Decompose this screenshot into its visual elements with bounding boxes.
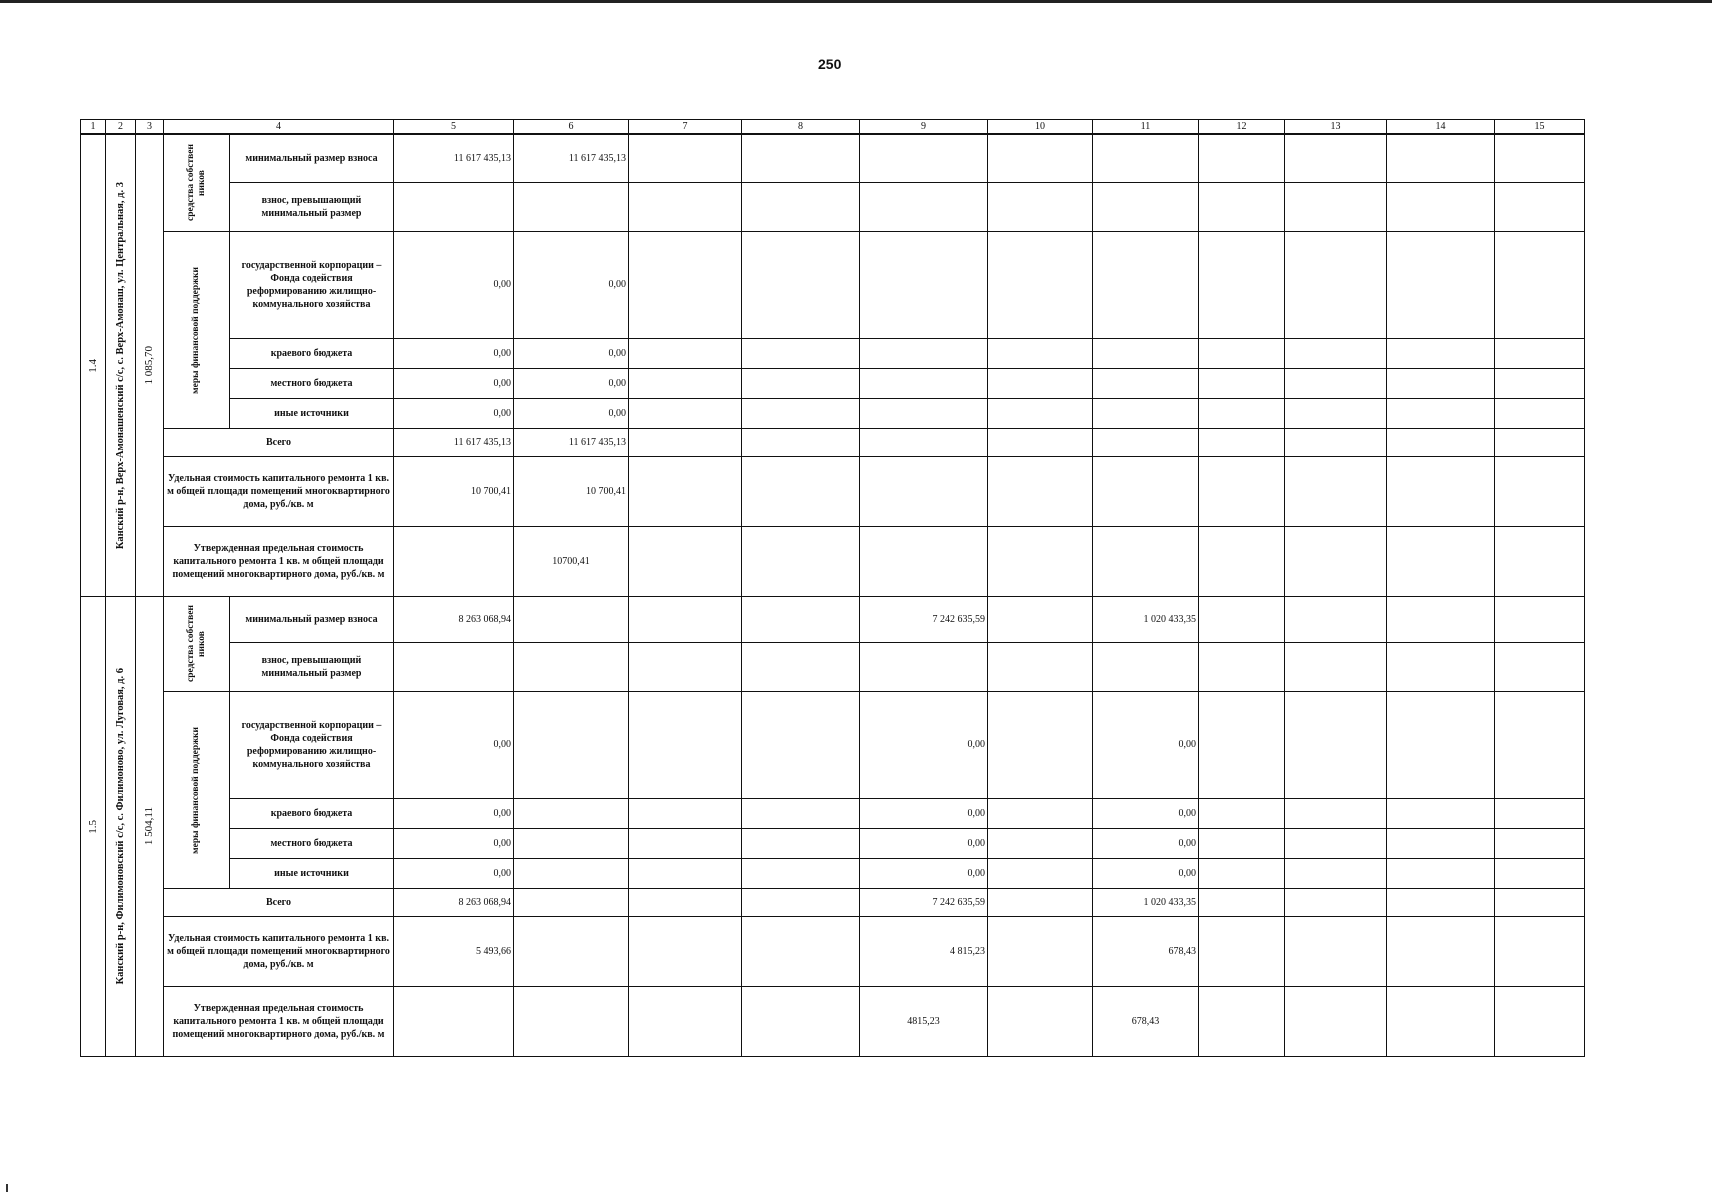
- row-label: государственной корпорации – Фонда содействия реформированию жилищно-коммунального хозяйства: [230, 692, 394, 799]
- owners-funds-label: средства собствен ников: [185, 605, 207, 683]
- approved-cost-label: Утвержденная предельная стоимость капитального ремонта 1 кв. м общей площади помещений многоквартирного дома, руб./кв. м: [164, 987, 394, 1057]
- column-number-row: [81, 120, 1585, 135]
- cell-c11: 678,43: [1093, 987, 1199, 1057]
- area-cell: [136, 134, 164, 597]
- table-row: [81, 232, 1585, 339]
- cell-c11: 0,00: [1093, 828, 1199, 858]
- col-header: 3: [136, 120, 164, 135]
- cell-c11: 1 020 433,35: [1093, 889, 1199, 917]
- cell-c5: 5 493,66: [394, 917, 514, 987]
- cell-c9: 7 242 635,59: [860, 597, 988, 643]
- cell-c9: [860, 134, 988, 183]
- section-number: 1.5: [86, 819, 99, 834]
- cell-c5: 0,00: [394, 692, 514, 799]
- section-number: 1.4: [86, 358, 99, 373]
- row-label: краевого бюджета: [230, 798, 394, 828]
- cell-c9: [860, 232, 988, 339]
- table-row: [81, 987, 1585, 1057]
- table-row: [81, 798, 1585, 828]
- col-header: 11: [1093, 120, 1199, 135]
- cell-c6: 0,00: [514, 232, 629, 339]
- cell-c9: 4 815,23: [860, 917, 988, 987]
- table-row: [81, 858, 1585, 888]
- cell-c11: [1093, 183, 1199, 232]
- support-measures-group: [164, 692, 230, 889]
- cell-c9: [860, 338, 988, 368]
- col-header: 13: [1285, 120, 1387, 135]
- cell-c6: [514, 987, 629, 1057]
- table-row: [81, 597, 1585, 643]
- owners-funds-group: [164, 134, 230, 232]
- cell-c11: [1093, 457, 1199, 527]
- table-row: [81, 398, 1585, 428]
- col-header: 4: [164, 120, 394, 135]
- cell-c9: 7 242 635,59: [860, 889, 988, 917]
- scan-mark: [6, 1184, 8, 1192]
- cell-c6: [514, 643, 629, 692]
- cell-c9: 0,00: [860, 828, 988, 858]
- cell-c6: [514, 798, 629, 828]
- col-header: 1: [81, 120, 106, 135]
- col-header: 9: [860, 120, 988, 135]
- unit-cost-label: Удельная стоимость капитального ремонта 1 кв. м общей площади помещений многоквартирного дома, руб./кв. м: [164, 917, 394, 987]
- col-header: 14: [1387, 120, 1495, 135]
- cell-c9: [860, 183, 988, 232]
- table-row: [81, 338, 1585, 368]
- cell-c5: 8 263 068,94: [394, 597, 514, 643]
- cell-c6: 10700,41: [514, 527, 629, 597]
- cell-c6: [514, 692, 629, 799]
- cell-c5: 0,00: [394, 338, 514, 368]
- table-row: [81, 917, 1585, 987]
- row-label: местного бюджета: [230, 828, 394, 858]
- section-number-cell: [81, 597, 106, 1057]
- table-row: [81, 889, 1585, 917]
- row-label: минимальный размер взноса: [230, 134, 394, 183]
- cell-c5: 0,00: [394, 798, 514, 828]
- support-measures-label: меры финансовой поддержки: [191, 726, 201, 854]
- address-cell: [106, 597, 136, 1057]
- cell-c11: 0,00: [1093, 692, 1199, 799]
- cell-c5: [394, 183, 514, 232]
- cell-c5: 10 700,41: [394, 457, 514, 527]
- cell-c9: 0,00: [860, 858, 988, 888]
- cell-c9: 4815,23: [860, 987, 988, 1057]
- table-row: [81, 134, 1585, 183]
- cell-c11: [1093, 527, 1199, 597]
- cell-c11: 0,00: [1093, 858, 1199, 888]
- cell-c6: [514, 828, 629, 858]
- table-row: [81, 527, 1585, 597]
- table-row: [81, 643, 1585, 692]
- area-cell: [136, 597, 164, 1057]
- cell-c5: 0,00: [394, 828, 514, 858]
- address: Канский р-н, Верх-Амонашенский с/с, с. Верх-Амонаш, ул. Центральная, д. 3: [115, 181, 126, 550]
- cell-c9: [860, 429, 988, 457]
- approved-cost-label: Утвержденная предельная стоимость капитального ремонта 1 кв. м общей площади помещений многоквартирного дома, руб./кв. м: [164, 527, 394, 597]
- cell-c6: [514, 597, 629, 643]
- cell-c5: [394, 527, 514, 597]
- cell-c5: 0,00: [394, 368, 514, 398]
- cell-c9: [860, 527, 988, 597]
- col-header: 5: [394, 120, 514, 135]
- cell-c11: [1093, 134, 1199, 183]
- owners-funds-label: средства собствен ников: [185, 144, 207, 222]
- cell-c11: 678,43: [1093, 917, 1199, 987]
- support-measures-group: [164, 232, 230, 429]
- cell-c6: 11 617 435,13: [514, 429, 629, 457]
- cell-c5: 0,00: [394, 398, 514, 428]
- address-cell: [106, 134, 136, 597]
- cell-c5: [394, 643, 514, 692]
- cell-c5: 8 263 068,94: [394, 889, 514, 917]
- col-header: 7: [629, 120, 742, 135]
- cell-c6: 10 700,41: [514, 457, 629, 527]
- col-header: 6: [514, 120, 629, 135]
- cell-c11: [1093, 368, 1199, 398]
- address: Канский р-н, Филимоновский с/с, с. Филимоново, ул. Луговая, д. 6: [115, 668, 126, 985]
- cell-c5: 0,00: [394, 232, 514, 339]
- cell-c5: 11 617 435,13: [394, 134, 514, 183]
- row-label: иные источники: [230, 858, 394, 888]
- cell-c6: 0,00: [514, 398, 629, 428]
- table-row: [81, 457, 1585, 527]
- support-measures-label: меры финансовой поддержки: [191, 266, 201, 394]
- total-label: Всего: [164, 889, 394, 917]
- row-label: взнос, превышающий минимальный размер: [230, 643, 394, 692]
- cell-c6: [514, 917, 629, 987]
- cell-c11: [1093, 232, 1199, 339]
- col-header: 12: [1199, 120, 1285, 135]
- page-number: 250: [818, 56, 842, 72]
- area: 1 504,11: [143, 807, 155, 846]
- section-number-cell: [81, 134, 106, 597]
- row-label: взнос, превышающий минимальный размер: [230, 183, 394, 232]
- row-label: иные источники: [230, 398, 394, 428]
- table-row: [81, 183, 1585, 232]
- top-border-line: [0, 0, 1712, 3]
- row-label: минимальный размер взноса: [230, 597, 394, 643]
- table-row: [81, 692, 1585, 799]
- cell-c11: 1 020 433,35: [1093, 597, 1199, 643]
- cell-c6: 11 617 435,13: [514, 134, 629, 183]
- cell-c11: [1093, 429, 1199, 457]
- cell-c9: [860, 457, 988, 527]
- table-row: [81, 429, 1585, 457]
- cell-c5: [394, 987, 514, 1057]
- cell-c11: [1093, 398, 1199, 428]
- cell-c5: 0,00: [394, 858, 514, 888]
- capital-repair-table: [80, 119, 1585, 1057]
- owners-funds-group: [164, 597, 230, 692]
- cell-c9: 0,00: [860, 692, 988, 799]
- row-label: краевого бюджета: [230, 338, 394, 368]
- cell-c11: [1093, 643, 1199, 692]
- cell-c11: 0,00: [1093, 798, 1199, 828]
- table-row: [81, 828, 1585, 858]
- cell-c9: [860, 643, 988, 692]
- cell-c9: [860, 398, 988, 428]
- col-header: 2: [106, 120, 136, 135]
- row-label: государственной корпорации – Фонда содействия реформированию жилищно-коммунального хозяйства: [230, 232, 394, 339]
- cell-c5: 11 617 435,13: [394, 429, 514, 457]
- area: 1 085,70: [143, 346, 155, 385]
- col-header: 15: [1495, 120, 1585, 135]
- cell-c9: [860, 368, 988, 398]
- cell-c11: [1093, 338, 1199, 368]
- cell-c6: 0,00: [514, 368, 629, 398]
- cell-c9: 0,00: [860, 798, 988, 828]
- cell-c6: [514, 889, 629, 917]
- cell-c6: [514, 858, 629, 888]
- total-label: Всего: [164, 429, 394, 457]
- col-header: 10: [988, 120, 1093, 135]
- row-label: местного бюджета: [230, 368, 394, 398]
- table-row: [81, 368, 1585, 398]
- unit-cost-label: Удельная стоимость капитального ремонта 1 кв. м общей площади помещений многоквартирного дома, руб./кв. м: [164, 457, 394, 527]
- cell-c6: 0,00: [514, 338, 629, 368]
- col-header: 8: [742, 120, 860, 135]
- cell-c6: [514, 183, 629, 232]
